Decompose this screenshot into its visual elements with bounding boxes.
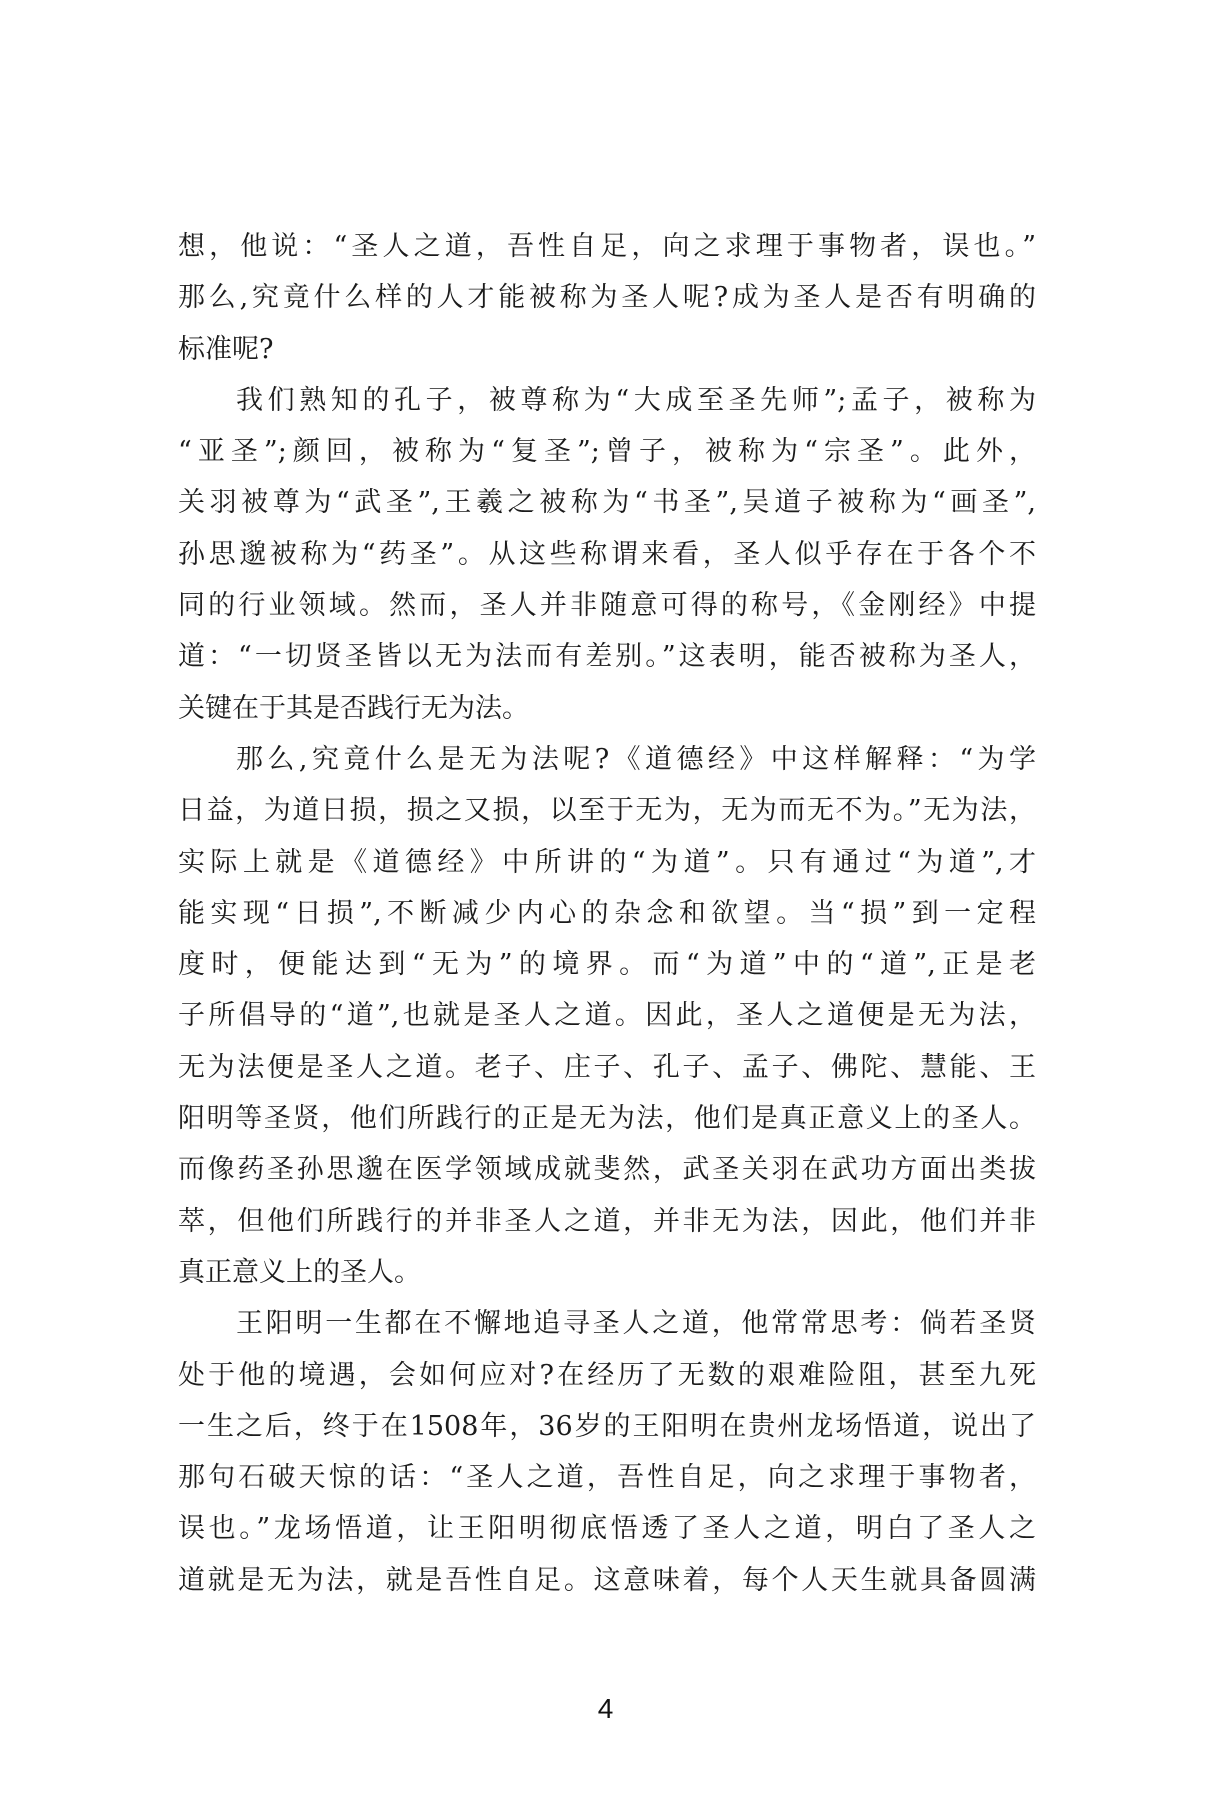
text-line: 无为法便是圣人之道。老子、庄子、孔子、孟子、佛陀、慧能、王 xyxy=(178,1051,1036,1083)
text-line: 我们熟知的孔子，被尊称为“大成至圣先师”;孟子，被称为 xyxy=(236,384,1036,416)
text-line: 处于他的境遇，会如何应对?在经历了无数的艰难险阻，甚至九死 xyxy=(178,1359,1036,1391)
text-line: 那么,究竟什么样的人才能被称为圣人呢?成为圣人是否有明确的 xyxy=(178,282,1036,314)
text-line: “亚圣”;颜回，被称为“复圣”;曾子，被称为“宗圣”。此外， xyxy=(178,436,1036,468)
text-line: 同的行业领域。然而，圣人并非随意可得的称号，《金刚经》中提 xyxy=(178,590,1036,622)
text-line: 道：“一切贤圣皆以无为法而有差别。”这表明，能否被称为圣人， xyxy=(178,641,1036,673)
text-line: 真正意义上的圣人。 xyxy=(178,1256,421,1288)
text-line: 阳明等圣贤，他们所践行的正是无为法，他们是真正意义上的圣人。 xyxy=(178,1103,1036,1135)
text-line: 实际上就是《道德经》中所讲的“为道”。只有通过“为道”,才 xyxy=(178,846,1036,878)
text-line: 子所倡导的“道”,也就是圣人之道。因此，圣人之道便是无为法， xyxy=(178,1000,1036,1032)
text-line: 关羽被尊为“武圣”,王羲之被称为“书圣”,吴道子被称为“画圣”, xyxy=(178,487,1036,519)
text-line: 道就是无为法，就是吾性自足。这意味着，每个人天生就具备圆满 xyxy=(178,1564,1036,1596)
text-line: 而像药圣孙思邈在医学领域成就斐然，武圣关羽在武功方面出类拔 xyxy=(178,1154,1036,1186)
text-line: 王阳明一生都在不懈地追寻圣人之道，他常常思考：倘若圣贤 xyxy=(236,1308,1036,1340)
paragraph xyxy=(178,734,1036,1298)
text-line: 度时，便能达到“无为”的境界。而“为道”中的“道”,正是老 xyxy=(178,949,1036,981)
text-line: 一生之后，终于在1508年，36岁的王阳明在贵州龙场悟道，说出了 xyxy=(178,1410,1036,1442)
text-line: 能实现“日损”,不断减少内心的杂念和欲望。当“损”到一定程 xyxy=(178,897,1036,929)
body-text xyxy=(178,221,1036,1606)
text-line: 误也。”龙场悟道，让王阳明彻底悟透了圣人之道，明白了圣人之 xyxy=(178,1513,1036,1545)
text-line: 想，他说：“圣人之道，吾性自足，向之求理于事物者，误也。” xyxy=(178,231,1036,262)
text-line: 萃，但他们所践行的并非圣人之道，并非无为法，因此，他们并非 xyxy=(178,1205,1036,1237)
text-line: 日益，为道日损，损之又损，以至于无为，无为而无不为。”无为法， xyxy=(178,795,1036,827)
text-line: 那句石破天惊的话：“圣人之道，吾性自足，向之求理于事物者， xyxy=(178,1462,1036,1494)
paragraph xyxy=(178,375,1036,734)
text-line: 标准呢? xyxy=(178,333,274,365)
paragraph xyxy=(178,221,1036,375)
paragraph xyxy=(178,1298,1036,1606)
text-line: 关键在于其是否践行无为法。 xyxy=(178,692,529,724)
text-line: 那么,究竟什么是无为法呢?《道德经》中这样解释：“为学 xyxy=(236,743,1036,775)
page-number: 4 xyxy=(597,1693,614,1724)
text-line: 孙思邈被称为“药圣”。从这些称谓来看，圣人似乎存在于各个不 xyxy=(178,538,1036,570)
